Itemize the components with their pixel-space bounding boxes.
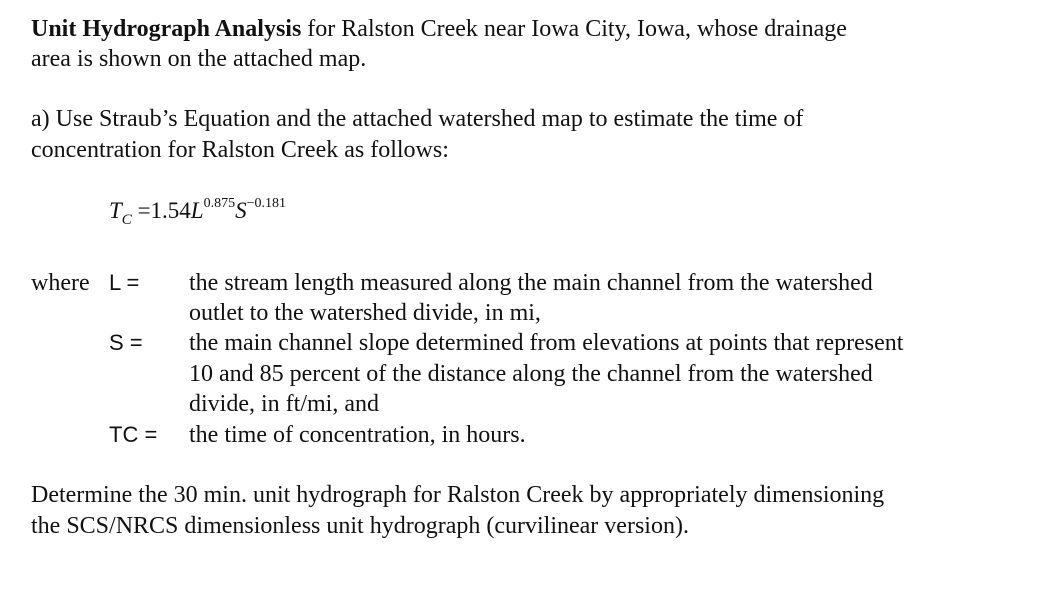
intro-title-rest: for Ralston Creek near Iowa City, Iowa, whose drainage	[301, 16, 847, 42]
intro-line-2: area is shown on the attached map.	[31, 46, 367, 72]
definition-s-text-1: the main channel slope determined from elevations at points that represent	[189, 330, 904, 356]
equation-var-l: L	[190, 198, 204, 223]
definition-s-label: S =	[109, 330, 143, 355]
definition-l-text-2: outlet to the watershed divide, in mi,	[189, 300, 541, 326]
part-a-line-1: a) Use Straub’s Equation and the attached watershed map to estimate the time of	[31, 106, 804, 132]
equation-exp-l: 0.875	[203, 196, 236, 211]
definition-tc-label: TC =	[109, 422, 158, 447]
document-title: Unit Hydrograph Analysis	[31, 16, 302, 42]
conclusion-line-1: Determine the 30 min. unit hydrograph for Ralston Creek by appropriately dimensioning	[31, 482, 885, 508]
definition-s-text-3: divide, in ft/mi, and	[189, 391, 379, 417]
equation-coefficient: 1.54	[150, 198, 191, 223]
part-a-line-2: concentration for Ralston Creek as follows:	[31, 137, 449, 163]
conclusion-line-2: the SCS/NRCS dimensionless unit hydrograph (curvilinear version).	[31, 513, 689, 539]
straub-equation	[109, 196, 286, 230]
equation-exp-s: −0.181	[246, 196, 286, 211]
definition-l-text-1: the stream length measured along the main channel from the watershed	[189, 270, 873, 296]
equation-lhs-subscript: C	[121, 212, 132, 228]
equation-var-s: S	[235, 198, 247, 223]
equation-equals: =	[137, 198, 151, 223]
equation-lhs-symbol: T	[109, 198, 122, 223]
definition-tc-text: the time of concentration, in hours.	[189, 422, 526, 448]
definition-l-label: L =	[109, 270, 140, 295]
definition-s-text-2: 10 and 85 percent of the distance along the channel from the watershed	[189, 361, 873, 387]
definitions-where: where	[31, 270, 90, 296]
intro-line-1	[31, 14, 847, 44]
